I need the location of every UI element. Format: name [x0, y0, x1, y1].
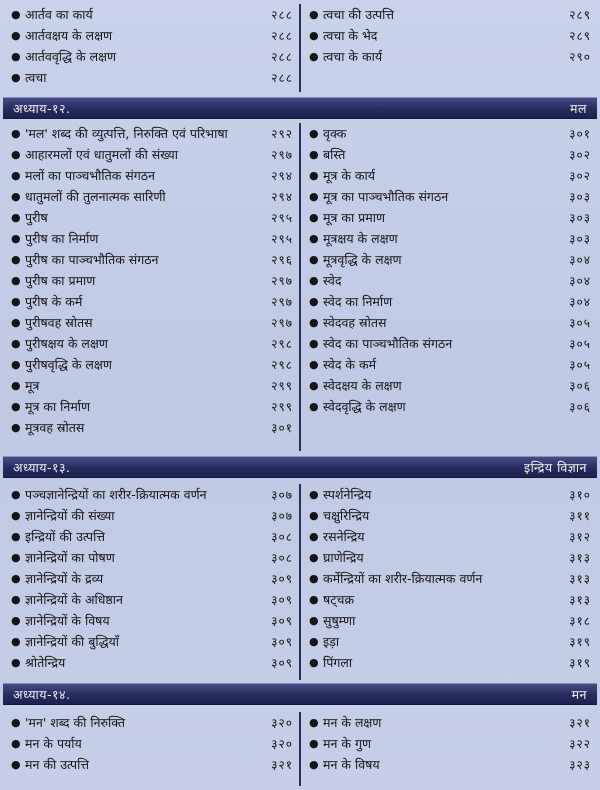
toc-entry [309, 4, 591, 25]
entry-page-number: ३१९ [569, 635, 591, 649]
toc-section-13 [3, 484, 597, 680]
entry-page-number: ३०९ [271, 656, 293, 670]
entry-page-number: ३०४ [569, 274, 591, 288]
entry-title: आर्तवक्षय के लक्षण [25, 28, 113, 43]
toc-entry [11, 754, 293, 775]
bullet-icon: ● [11, 421, 21, 434]
bullet-icon: ● [309, 358, 319, 371]
toc-entry [309, 610, 591, 631]
entry-title: मन के विषय [323, 757, 380, 772]
entry-page-number: ३२१ [569, 716, 591, 730]
entry-title: ज्ञानेन्द्रियों के विषय [25, 613, 110, 628]
entry-page-number: ३०३ [569, 211, 591, 225]
toc-entry [309, 291, 591, 312]
bullet-icon: ● [11, 551, 21, 564]
chapter-12-header [3, 97, 597, 119]
entry-title: मन के पर्याय [25, 736, 82, 751]
toc-entry [11, 46, 293, 67]
bullet-icon: ● [11, 8, 21, 21]
entry-title: 'मन' शब्द की निरुक्ति [25, 715, 126, 730]
entry-page-number: २८९ [569, 8, 591, 22]
entry-title: पुरीष का प्रमाण [25, 273, 96, 288]
bullet-icon: ● [309, 509, 319, 522]
bullet-icon: ● [11, 253, 21, 266]
entry-page-number: २८९ [569, 29, 591, 43]
entry-page-number: ३०८ [271, 530, 293, 544]
entry-title: मन के गुण [323, 736, 372, 751]
entry-page-number: ३०७ [271, 509, 293, 523]
bullet-icon: ● [11, 379, 21, 392]
toc-entry [11, 712, 293, 733]
toc-entry [11, 249, 293, 270]
toc-entry [11, 123, 293, 144]
bullet-icon: ● [11, 232, 21, 245]
entry-page-number: ३०६ [569, 379, 591, 393]
entry-page-number: ३१३ [569, 551, 591, 565]
entry-page-number: ३०९ [271, 614, 293, 628]
bullet-icon: ● [309, 211, 319, 224]
bullet-icon: ● [309, 593, 319, 606]
bullet-icon: ● [309, 614, 319, 627]
toc-entry [309, 354, 591, 375]
entry-title: स्पर्शनेन्द्रिय [323, 487, 372, 502]
entry-title: स्वेद का पाञ्चभौतिक संगठन [323, 336, 453, 351]
entry-title: मन के लक्षण [323, 715, 382, 730]
toc-entry [11, 354, 293, 375]
toc-entry [11, 67, 293, 88]
entry-page-number: ३०४ [569, 295, 591, 309]
bullet-icon: ● [309, 169, 319, 182]
entry-title: मूत्र का प्रमाण [323, 210, 386, 225]
entry-title: त्वचा की उत्पत्ति [323, 7, 395, 22]
toc-entry [11, 186, 293, 207]
toc-entry [309, 754, 591, 775]
bullet-icon: ● [11, 50, 21, 63]
entry-title: पुरीष का निर्माण [25, 231, 99, 246]
entry-title: घ्राणेन्द्रिय [323, 550, 364, 565]
bullet-icon: ● [309, 50, 319, 63]
toc-entry [309, 375, 591, 396]
entry-title: पुरीष के कर्म [25, 294, 83, 309]
entry-page-number: ३१२ [569, 530, 591, 544]
toc-entry [11, 652, 293, 673]
bullet-icon: ● [309, 148, 319, 161]
entry-title: स्वेद [323, 273, 342, 288]
entry-title: कर्मेन्द्रियों का शरीर-क्रियात्मक वर्णन [323, 571, 483, 586]
toc-entry [11, 733, 293, 754]
toc-entry [309, 46, 591, 67]
bullet-icon: ● [11, 716, 21, 729]
entry-page-number: २९५ [271, 211, 293, 225]
toc-entry [11, 526, 293, 547]
toc-entry [11, 4, 293, 25]
toc-entry [11, 610, 293, 631]
bullet-icon: ● [309, 232, 319, 245]
bullet-icon: ● [309, 551, 319, 564]
entry-page-number: ३०९ [271, 572, 293, 586]
bullet-icon: ● [309, 656, 319, 669]
bullet-icon: ● [11, 169, 21, 182]
entry-title: मन की उत्पत्ति [25, 757, 90, 772]
bullet-icon: ● [309, 8, 319, 21]
entry-page-number: ३१९ [569, 656, 591, 670]
toc-section-continued [3, 4, 597, 92]
entry-page-number: ३०४ [569, 253, 591, 267]
entry-page-number: २९७ [271, 148, 293, 162]
entry-title: ज्ञानेन्द्रियों की बुद्धियाँ [25, 634, 120, 649]
bullet-icon: ● [11, 614, 21, 627]
bullet-icon: ● [11, 758, 21, 771]
chapter-12-label: अध्याय-१२. [13, 100, 71, 116]
bullet-icon: ● [309, 737, 319, 750]
entry-title: पुरीषवह स्रोतस [25, 315, 93, 330]
entry-page-number: ३२१ [271, 758, 293, 772]
bullet-icon: ● [11, 295, 21, 308]
entry-page-number: ३०७ [271, 488, 293, 502]
entry-page-number: २९८ [271, 337, 293, 351]
entry-page-number: २९८ [271, 358, 293, 372]
toc-entry [309, 333, 591, 354]
entry-page-number: ३०५ [569, 358, 591, 372]
left-column [3, 123, 301, 451]
entry-title: धातुमलों की तुलनात्मक सारिणी [25, 189, 166, 204]
entry-page-number: ३२३ [569, 758, 591, 772]
toc-entry [309, 526, 591, 547]
right-column [301, 484, 597, 680]
bullet-icon: ● [11, 274, 21, 287]
toc-entry [309, 270, 591, 291]
entry-page-number: ३०१ [271, 421, 293, 435]
entry-page-number: ३०२ [569, 148, 591, 162]
entry-page-number: ३२० [271, 716, 293, 730]
chapter-12-subject: मल [570, 100, 587, 116]
toc-entry [11, 291, 293, 312]
entry-page-number: ३१८ [569, 614, 591, 628]
toc-entry [11, 312, 293, 333]
toc-entry [309, 631, 591, 652]
bullet-icon: ● [309, 530, 319, 543]
toc-entry [309, 228, 591, 249]
toc-entry [309, 652, 591, 673]
toc-entry [309, 312, 591, 333]
bullet-icon: ● [11, 737, 21, 750]
entry-title: पुरीषवृद्धि के लक्षण [25, 357, 112, 372]
bullet-icon: ● [11, 148, 21, 161]
toc-entry [309, 547, 591, 568]
bullet-icon: ● [11, 127, 21, 140]
bullet-icon: ● [309, 29, 319, 42]
bullet-icon: ● [11, 358, 21, 371]
bullet-icon: ● [309, 190, 319, 203]
bullet-icon: ● [309, 716, 319, 729]
toc-entry [11, 568, 293, 589]
entry-title: वृक्क [323, 126, 347, 141]
entry-title: इन्द्रियों की उत्पत्ति [25, 529, 105, 544]
entry-title: पञ्चज्ञानेन्द्रियों का शरीर-क्रियात्मक वर्णन [25, 487, 207, 502]
entry-title: बस्ति [323, 147, 346, 162]
entry-title: चक्षुरिन्द्रिय [323, 508, 370, 523]
entry-page-number: २९० [569, 50, 591, 64]
chapter-13-header [3, 456, 597, 478]
entry-title: स्वेद के कर्म [323, 357, 377, 372]
entry-page-number: ३०९ [271, 593, 293, 607]
bullet-icon: ● [11, 29, 21, 42]
entry-title: मूत्र का निर्माण [25, 399, 91, 414]
entry-title: ज्ञानेन्द्रियों का पोषण [25, 550, 115, 565]
entry-title: मूत्र [25, 378, 40, 393]
entry-title: त्वचा के भेद [323, 28, 378, 43]
entry-page-number: ३०५ [569, 337, 591, 351]
toc-entry [11, 165, 293, 186]
entry-page-number: ३०३ [569, 232, 591, 246]
entry-page-number: ३१३ [569, 593, 591, 607]
bullet-icon: ● [309, 337, 319, 350]
toc-entry [11, 375, 293, 396]
bullet-icon: ● [11, 400, 21, 413]
toc-entry [309, 712, 591, 733]
toc-section-14 [3, 712, 597, 786]
toc-entry [309, 568, 591, 589]
bullet-icon: ● [309, 572, 319, 585]
entry-page-number: ३०१ [569, 127, 591, 141]
toc-entry [11, 631, 293, 652]
entry-page-number: २८८ [271, 50, 293, 64]
toc-entry [11, 207, 293, 228]
toc-entry [309, 186, 591, 207]
entry-title: मूत्र का पाञ्चभौतिक संगठन [323, 189, 449, 204]
entry-title: पुरीषक्षय के लक्षण [25, 336, 108, 351]
bullet-icon: ● [309, 253, 319, 266]
toc-entry [309, 505, 591, 526]
entry-page-number: २९५ [271, 232, 293, 246]
left-column [3, 4, 301, 92]
entry-title: पुरीष का पाञ्चभौतिक संगठन [25, 252, 159, 267]
entry-title: ज्ञानेन्द्रियों के अधिष्ठान [25, 592, 123, 607]
entry-page-number: ३२२ [569, 737, 591, 751]
bullet-icon: ● [309, 379, 319, 392]
entry-title: इड़ा [323, 634, 340, 649]
entry-title: त्वचा [25, 70, 47, 85]
entry-title: सुषुम्णा [323, 613, 356, 628]
entry-page-number: ३०९ [271, 635, 293, 649]
right-column [301, 4, 597, 92]
toc-entry [309, 484, 591, 505]
entry-title: पिंगला [323, 655, 353, 670]
toc-entry [309, 733, 591, 754]
bullet-icon: ● [11, 593, 21, 606]
chapter-13-subject: इन्द्रिय विज्ञान [524, 459, 587, 475]
bullet-icon: ● [11, 530, 21, 543]
entry-title: मूत्रवृद्धि के लक्षण [323, 252, 402, 267]
entry-title: आर्तव का कार्य [25, 7, 93, 22]
entry-page-number: २८८ [271, 71, 293, 85]
entry-title: षट्चक्र [323, 592, 355, 607]
toc-entry [11, 333, 293, 354]
bullet-icon: ● [11, 656, 21, 669]
entry-page-number: ३११ [569, 509, 591, 523]
entry-page-number: ३२० [271, 737, 293, 751]
bullet-icon: ● [309, 400, 319, 413]
entry-title: स्वेदक्षय के लक्षण [323, 378, 402, 393]
toc-entry [11, 25, 293, 46]
toc-entry [11, 547, 293, 568]
entry-page-number: ३०५ [569, 316, 591, 330]
entry-title: आहारमलों एवं धातुमलों की संख्या [25, 147, 179, 162]
toc-entry [11, 228, 293, 249]
entry-page-number: ३०३ [569, 190, 591, 204]
toc-entry [309, 249, 591, 270]
toc-entry [309, 589, 591, 610]
toc-entry [11, 144, 293, 165]
left-column [3, 484, 301, 680]
bullet-icon: ● [11, 572, 21, 585]
entry-page-number: २९९ [271, 379, 293, 393]
entry-title: मूत्र के कार्य [323, 168, 376, 183]
toc-entry [11, 417, 293, 438]
toc-entry [309, 25, 591, 46]
bullet-icon: ● [309, 758, 319, 771]
toc-entry [309, 144, 591, 165]
toc-entry [309, 396, 591, 417]
toc-entry [11, 484, 293, 505]
right-column [301, 712, 597, 786]
toc-entry [11, 505, 293, 526]
entry-page-number: २९४ [271, 169, 293, 183]
entry-title: स्वेदवह स्रोतस [323, 315, 387, 330]
entry-title: मलों का पाञ्चभौतिक संगठन [25, 168, 155, 183]
entry-title: स्वेद का निर्माण [323, 294, 393, 309]
bullet-icon: ● [11, 635, 21, 648]
toc-entry [11, 270, 293, 291]
entry-title: स्वेदवृद्धि के लक्षण [323, 399, 406, 414]
right-column [301, 123, 597, 451]
entry-page-number: २९२ [271, 127, 293, 141]
entry-page-number: ३०६ [569, 400, 591, 414]
entry-title: 'मल' शब्द की व्युत्पत्ति, निरुक्ति एवं परिभाषा [25, 126, 228, 141]
entry-page-number: ३०२ [569, 169, 591, 183]
entry-page-number: २९९ [271, 400, 293, 414]
entry-title: ज्ञानेन्द्रियों की संख्या [25, 508, 115, 523]
entry-title: ज्ञानेन्द्रियों के द्रव्य [25, 571, 104, 586]
entry-page-number: २९४ [271, 190, 293, 204]
entry-page-number: २९७ [271, 316, 293, 330]
entry-title: रसनेन्द्रिय [323, 529, 365, 544]
toc-entry [11, 589, 293, 610]
entry-page-number: २९७ [271, 295, 293, 309]
left-column [3, 712, 301, 786]
bullet-icon: ● [11, 337, 21, 350]
toc-entry [309, 123, 591, 144]
entry-page-number: ३१० [569, 488, 591, 502]
toc-entry [11, 396, 293, 417]
chapter-14-header [3, 683, 597, 705]
chapter-14-subject: मन [571, 686, 587, 702]
entry-title: आर्तववृद्धि के लक्षण [25, 49, 117, 64]
entry-title: मूत्रक्षय के लक्षण [323, 231, 398, 246]
entry-page-number: ३१३ [569, 572, 591, 586]
bullet-icon: ● [11, 190, 21, 203]
entry-page-number: २९७ [271, 274, 293, 288]
entry-page-number: २९६ [271, 253, 293, 267]
entry-page-number: २८८ [271, 8, 293, 22]
bullet-icon: ● [11, 488, 21, 501]
entry-title: मूत्रवह स्रोतस [25, 420, 85, 435]
bullet-icon: ● [309, 635, 319, 648]
bullet-icon: ● [11, 509, 21, 522]
toc-entry [309, 207, 591, 228]
bullet-icon: ● [11, 316, 21, 329]
bullet-icon: ● [309, 127, 319, 140]
bullet-icon: ● [309, 488, 319, 501]
bullet-icon: ● [11, 211, 21, 224]
bullet-icon: ● [11, 71, 21, 84]
bullet-icon: ● [309, 295, 319, 308]
entry-title: श्रोतेन्द्रिय [25, 655, 66, 670]
toc-section-12 [3, 123, 597, 451]
toc-entry [309, 165, 591, 186]
entry-page-number: २८८ [271, 29, 293, 43]
chapter-13-label: अध्याय-१३. [13, 459, 71, 475]
bullet-icon: ● [309, 316, 319, 329]
entry-title: त्वचा के कार्य [323, 49, 383, 64]
entry-title: पुरीष [25, 210, 48, 225]
chapter-14-label: अध्याय-१४. [13, 686, 71, 702]
entry-page-number: ३०८ [271, 551, 293, 565]
bullet-icon: ● [309, 274, 319, 287]
